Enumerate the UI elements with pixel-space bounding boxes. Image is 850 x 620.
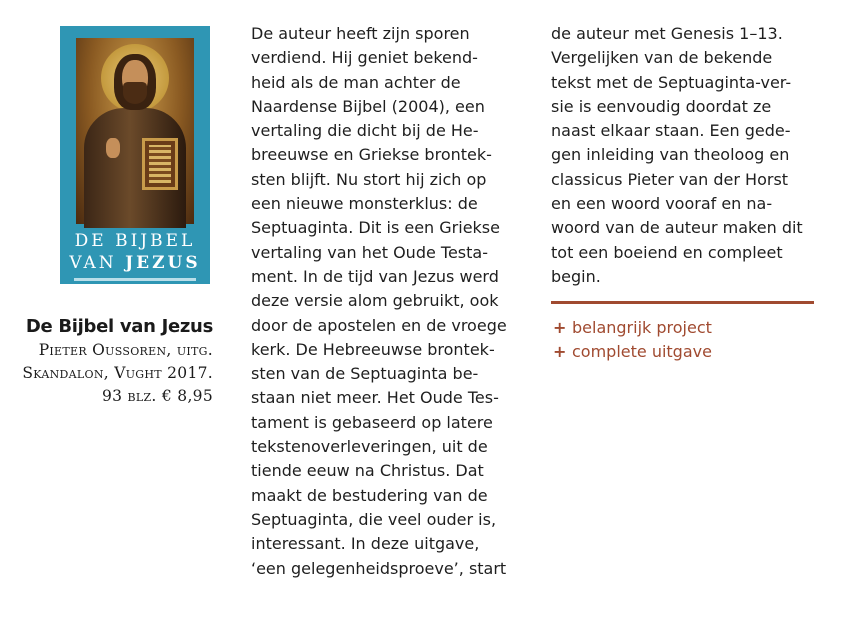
text-line: tament is gebaseerd op latere <box>251 412 493 432</box>
text-line: ment. In de tijd van Jezus werd <box>251 266 499 286</box>
rating-item <box>553 340 712 364</box>
caption-price: 93 blz. € 8,95 <box>101 387 213 405</box>
cover-subtitle-strip <box>74 278 196 281</box>
rating-list <box>553 316 712 364</box>
plus-icon: + <box>553 342 567 361</box>
text-line: Septuaginta, die veel ouder is, <box>251 509 497 529</box>
rating-item <box>553 316 712 340</box>
plus-icon: + <box>553 318 567 337</box>
text-line: vertaling die dicht bij de He- <box>251 121 479 141</box>
book-cover <box>60 26 210 284</box>
rating-text: belangrijk project <box>572 318 712 337</box>
text-line: maakt de bestudering van de <box>251 485 488 505</box>
text-line: ‘een gelegenheidsproeve’, start <box>251 558 507 578</box>
text-line: woord van de auteur maken dit <box>551 218 803 238</box>
caption-author: Pieter Oussoren, uitg. <box>38 341 213 359</box>
beard <box>123 82 147 104</box>
rating-text: complete uitgave <box>572 342 712 361</box>
text-line: staan niet meer. Het Oude Tes- <box>251 388 499 408</box>
cover-title-prefix: VAN <box>69 253 117 273</box>
text-line: kerk. De Hebreeuwse brontek- <box>251 339 495 359</box>
cover-title-line-2 <box>60 253 210 273</box>
review-column-2 <box>551 22 831 289</box>
text-line: interessant. In deze uitgave, <box>251 534 480 554</box>
text-line: een nieuwe monsterklus: de <box>251 194 478 214</box>
text-line: tekst met de Septuaginta-ver- <box>551 72 792 92</box>
gospel-book <box>142 138 178 190</box>
text-line: Septuaginta. Dit is een Griekse <box>251 218 500 238</box>
text-line: tekstenoverleveringen, uit de <box>251 437 488 457</box>
book-caption <box>20 315 213 408</box>
text-line: heid als de man achter de <box>251 72 461 92</box>
text-line: tiende eeuw na Christus. Dat <box>251 461 484 481</box>
blessing-hand <box>106 138 120 158</box>
text-line: door de apostelen en de vroege <box>251 315 507 335</box>
christ-icon-image <box>76 38 194 224</box>
cover-title-line-1: DE BIJBEL <box>74 231 196 251</box>
review-column-1 <box>251 22 531 581</box>
book-title: De Bijbel van Jezus <box>25 316 213 337</box>
text-line: sten van de Septuaginta be- <box>251 364 479 384</box>
text-line: naast elkaar staan. Een gede- <box>551 121 791 141</box>
text-line: Vergelijken van de bekende <box>551 48 773 68</box>
text-line: sie is eenvoudig doordat ze <box>551 96 772 116</box>
text-line: en een woord vooraf en na- <box>551 194 773 214</box>
caption-publisher: Skandalon, Vught 2017. <box>22 364 213 382</box>
text-line: breeuwse en Griekse brontek- <box>251 145 492 165</box>
text-line: vertaling van het Oude Testa- <box>251 242 488 262</box>
text-line: deze versie alom gebruikt, ook <box>251 291 499 311</box>
text-line: classicus Pieter van der Horst <box>551 169 789 189</box>
text-line: sten blijft. Nu stort hij zich op <box>251 169 487 189</box>
text-line: Naardense Bijbel (2004), een <box>251 96 485 116</box>
text-line: begin. <box>551 266 601 286</box>
text-line: verdiend. Hij geniet bekend- <box>251 48 478 68</box>
rating-divider <box>551 301 814 304</box>
cover-title-bold: JEZUS <box>125 253 201 273</box>
text-line: De auteur heeft zijn sporen <box>251 24 470 43</box>
text-line: tot een boeiend en compleet <box>551 242 783 262</box>
text-line: de auteur met Genesis 1–13. <box>551 24 783 43</box>
text-line: gen inleiding van theoloog en <box>551 145 790 165</box>
